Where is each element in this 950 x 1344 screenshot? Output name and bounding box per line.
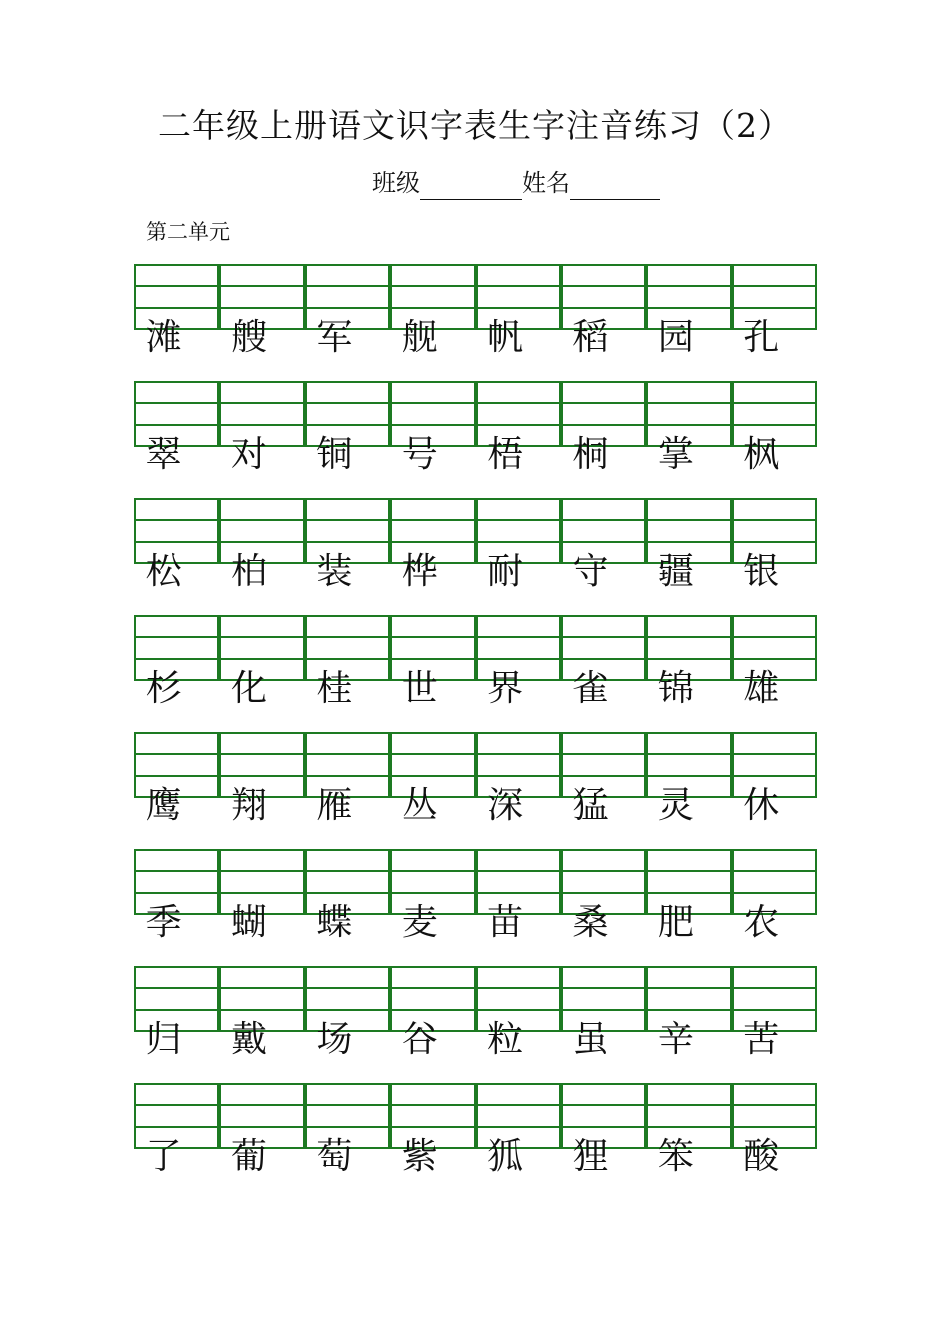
hanzi-character: 归 [145,1019,182,1060]
character-row [134,433,817,477]
character-row [134,316,817,360]
hanzi-character: 葡 [231,1136,268,1177]
hanzi-character: 柏 [231,551,268,592]
hanzi-character: 狸 [572,1136,609,1177]
name-blank[interactable] [570,169,660,200]
hanzi-character: 掌 [657,434,694,475]
hanzi-character: 蝴 [231,902,268,943]
hanzi-character: 休 [743,785,780,826]
page-title: 二年级上册语文识字表生字注音练习（2） [158,106,792,145]
name-label: 姓名 [522,169,570,197]
hanzi-character: 辛 [657,1019,694,1060]
hanzi-character: 丛 [401,785,438,826]
hanzi-character: 场 [316,1019,353,1060]
class-label: 班级 [372,169,420,197]
hanzi-character: 酸 [743,1136,780,1177]
hanzi-character: 对 [231,434,268,475]
hanzi-character: 舰 [401,317,438,358]
hanzi-character: 界 [487,668,524,709]
hanzi-character: 猛 [572,785,609,826]
hanzi-character: 萄 [316,1136,353,1177]
hanzi-character: 艘 [231,317,268,358]
hanzi-character: 鹰 [145,785,182,826]
hanzi-character: 耐 [487,551,524,592]
practice-row [134,966,817,1076]
hanzi-character: 季 [145,902,182,943]
hanzi-character: 孔 [743,317,780,358]
hanzi-character: 帆 [487,317,524,358]
hanzi-character: 雀 [572,668,609,709]
hanzi-character: 锦 [657,668,694,709]
class-blank[interactable] [420,169,522,200]
hanzi-character: 装 [316,551,353,592]
hanzi-character: 桂 [316,668,353,709]
practice-row [134,1083,817,1193]
hanzi-character: 杉 [145,668,182,709]
practice-row [134,264,817,374]
hanzi-character: 军 [316,317,353,358]
hanzi-character: 松 [145,551,182,592]
hanzi-character: 雄 [743,668,780,709]
character-row [134,1018,817,1062]
hanzi-character: 桑 [572,902,609,943]
hanzi-character: 疆 [657,551,694,592]
hanzi-character: 铜 [316,434,353,475]
practice-row [134,381,817,491]
unit-heading: 第二单元 [146,220,230,244]
hanzi-character: 紫 [401,1136,438,1177]
hanzi-character: 园 [657,317,694,358]
hanzi-character: 深 [487,785,524,826]
hanzi-character: 戴 [231,1019,268,1060]
hanzi-character: 蝶 [316,902,353,943]
hanzi-character: 农 [743,902,780,943]
practice-row [134,615,817,725]
hanzi-character: 肥 [657,902,694,943]
hanzi-character: 世 [401,668,438,709]
character-row [134,667,817,711]
hanzi-character: 桐 [572,434,609,475]
character-row [134,1135,817,1179]
hanzi-character: 谷 [401,1019,438,1060]
hanzi-character: 狐 [487,1136,524,1177]
hanzi-character: 守 [572,551,609,592]
hanzi-character: 银 [743,551,780,592]
hanzi-character: 滩 [145,317,182,358]
character-row [134,901,817,945]
hanzi-character: 号 [401,434,438,475]
hanzi-character: 苦 [743,1019,780,1060]
hanzi-character: 了 [145,1136,182,1177]
hanzi-character: 枫 [743,434,780,475]
hanzi-character: 翔 [231,785,268,826]
hanzi-character: 稻 [572,317,609,358]
practice-row [134,498,817,608]
hanzi-character: 雁 [316,785,353,826]
hanzi-character: 灵 [657,785,694,826]
hanzi-character: 桦 [401,551,438,592]
hanzi-character: 翠 [145,434,182,475]
hanzi-character: 麦 [401,902,438,943]
hanzi-character: 粒 [487,1019,524,1060]
hanzi-character: 笨 [657,1136,694,1177]
character-row [134,550,817,594]
student-info [372,166,660,200]
practice-row [134,732,817,842]
practice-row [134,849,817,959]
hanzi-character: 虽 [572,1019,609,1060]
hanzi-character: 梧 [487,434,524,475]
character-row [134,784,817,828]
hanzi-character: 化 [231,668,268,709]
hanzi-character: 苗 [487,902,524,943]
